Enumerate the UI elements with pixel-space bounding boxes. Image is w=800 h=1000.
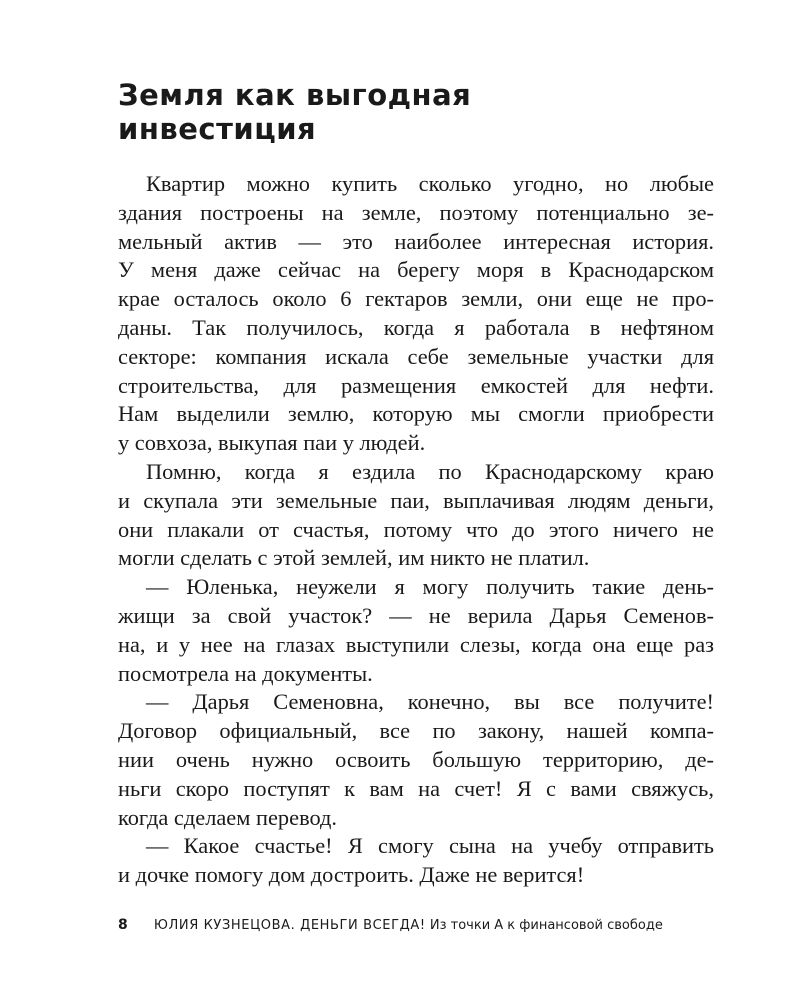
body-text <box>118 170 714 890</box>
text-line: У меня даже сейчас на берегу моря в Краснодарском <box>118 257 714 283</box>
page-footer <box>118 916 718 935</box>
text-line: строительства, для размещения емкостей для нефти. <box>118 372 714 398</box>
text-line: посмотрела на документы. <box>118 660 373 686</box>
text-line: мельный актив — это наиболее интересная история. <box>118 228 714 254</box>
text-line: ньги скоро поступят к вам на счет! Я с вами свяжусь, <box>118 775 714 801</box>
text-line: — Дарья Семеновна, конечно, вы все получите! <box>146 689 714 715</box>
text-line: Квартир можно купить сколько угодно, но любые <box>146 171 714 196</box>
running-head-title: ЮЛИЯ КУЗНЕЦОВА. ДЕНЬГИ ВСЕГДА! <box>153 918 426 933</box>
text-line: — Какое счастье! Я смогу сына на учебу отправить <box>146 833 714 859</box>
text-line: — Юленька, неужели я могу получить такие день- <box>146 574 714 600</box>
chapter-heading-line-2: инвестиция <box>118 112 317 146</box>
text-line: даны. Так получилось, когда я работала в нефтяном <box>118 314 714 340</box>
text-line: и дочке помогу дом достроить. Даже не верится! <box>118 862 585 888</box>
page-number: 8 <box>118 917 128 933</box>
text-line: крае осталось около 6 гектаров земли, они еще не про- <box>118 286 714 312</box>
text-line: и скупала эти земельные паи, выплачивая людям деньги, <box>118 487 714 513</box>
text-line: у совхоза, выкупая паи у людей. <box>118 430 426 456</box>
chapter-heading-line-1: Земля как выгодная <box>118 78 472 112</box>
text-line: когда сделаем перевод. <box>118 804 338 830</box>
text-line: жищи за свой участок? — не верила Дарья Семенов- <box>118 602 714 628</box>
text-line: на, и у нее на глазах выступили слезы, когда она еще раз <box>118 631 714 657</box>
text-line: нии очень нужно освоить большую территорию, де- <box>118 746 714 772</box>
text-line: Нам выделили землю, которую мы смогли приобрести <box>118 401 714 427</box>
text-line: Помню, когда я ездила по Краснодарскому краю <box>146 458 714 484</box>
text-line: Договор официальный, все по закону, нашей компа- <box>118 718 714 744</box>
text-line: здания построены на земле, поэтому потенциально зе- <box>118 199 714 225</box>
text-line: секторе: компания искала себе земельные участки для <box>118 343 714 369</box>
chapter-heading <box>118 78 718 146</box>
text-line: могли сделать с этой землей, им никто не платил. <box>118 545 590 571</box>
running-head-subtitle: Из точки А к финансовой свободе <box>429 918 663 933</box>
text-line: они плакали от счастья, потому что до этого ничего не <box>118 516 714 542</box>
